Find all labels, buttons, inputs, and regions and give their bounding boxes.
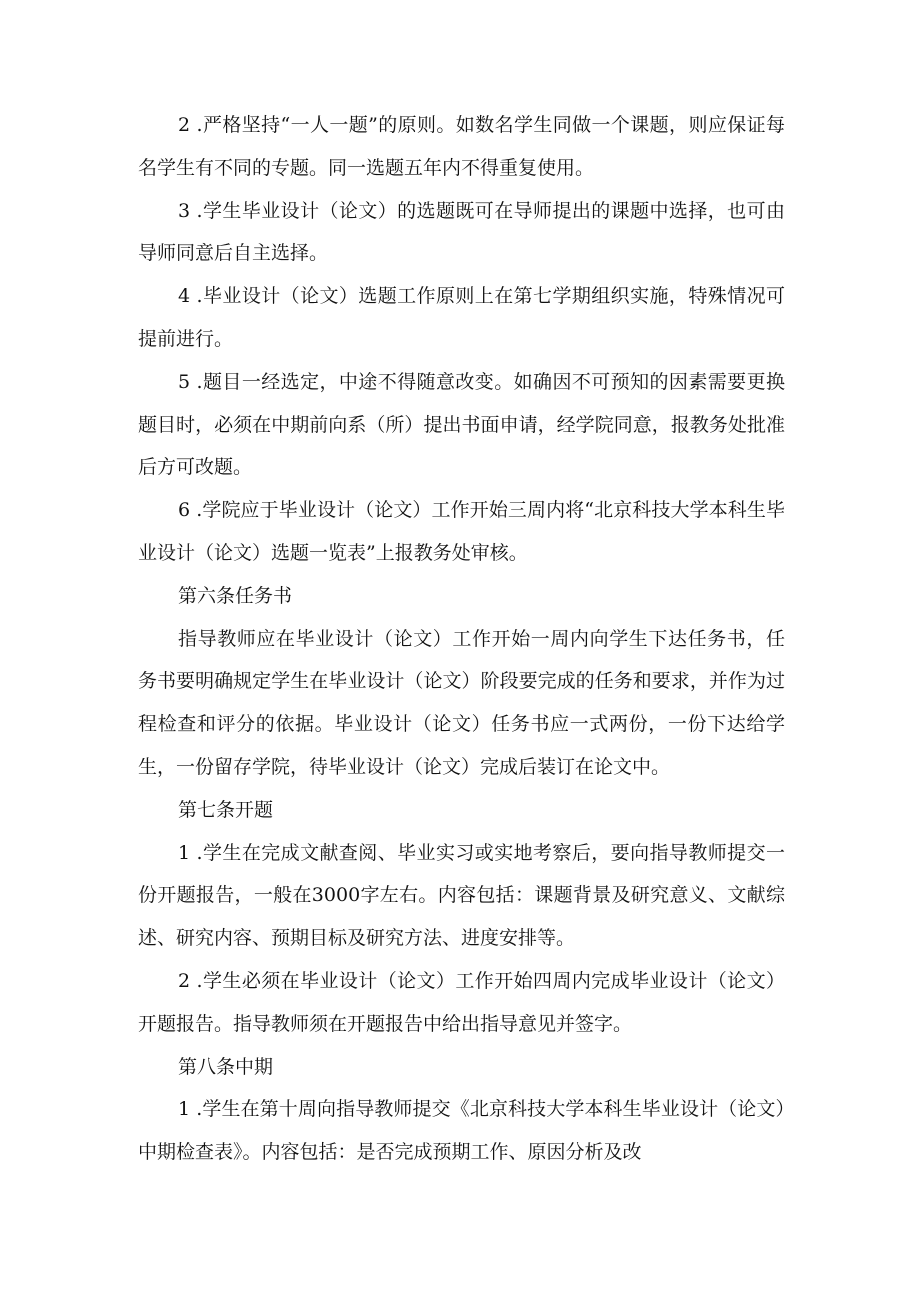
paragraph-item-6: 6 .学院应于毕业设计（论文）工作开始三周内将“北京科技大学本科生毕业设计（论文）选题一览表”上报教务处审核。 (138, 499, 785, 564)
paragraph-task-book: 指导教师应在毕业设计（论文）工作开始一周内向学生下达任务书，任务书要明确规定学生在毕业设计（论文）阶段要完成的任务和要求，并作为过程检查和评分的依据。毕业设计（论文）任务书应一式两份，一份下达给学生，一份留存学院，待毕业设计（论文）完成后装订在论文中。 (138, 627, 785, 778)
paragraph-item-4: 4 .毕业设计（论文）选题工作原则上在第七学期组织实施，特殊情况可提前进行。 (138, 285, 785, 350)
paragraph-opening-1: 1 .学生在完成文献查阅、毕业实习或实地考察后，要向指导教师提交一份开题报告，一般在3000字左右。内容包括：课题背景及研究意义、文献综述、研究内容、预期目标及研究方法、进度安排等。 (138, 841, 785, 950)
paragraph-opening-2: 2 .学生必须在毕业设计（论文）工作开始四周内完成毕业设计（论文）开题报告。指导教师须在开题报告中给出指导意见并签字。 (138, 969, 785, 1035)
section-heading-article-8: 第八条中期 (178, 1055, 274, 1078)
section-heading-article-7: 第七条开题 (178, 798, 274, 821)
paragraph-item-2: 2 .严格坚持“一人一题”的原则。如数名学生同做一个课题，则应保证每名学生有不同的专题。同一选题五年内不得重复使用。 (138, 114, 785, 179)
paragraph-item-5: 5 .题目一经选定，中途不得随意改变。如确因不可预知的因素需要更换题目时，必须在中期前向系（所）提出书面申请，经学院同意，报教务处批准后方可改题。 (138, 370, 785, 479)
paragraph-midterm-1: 1 .学生在第十周向指导教师提交《北京科技大学本科生毕业设计（论文）中期检查表》。内容包括：是否完成预期工作、原因分析及改 (138, 1098, 785, 1164)
paragraph-item-3: 3 .学生毕业设计（论文）的选题既可在导师提出的课题中选择，也可由导师同意后自主选择。 (138, 199, 785, 265)
section-heading-article-6: 第六条任务书 (178, 584, 293, 607)
